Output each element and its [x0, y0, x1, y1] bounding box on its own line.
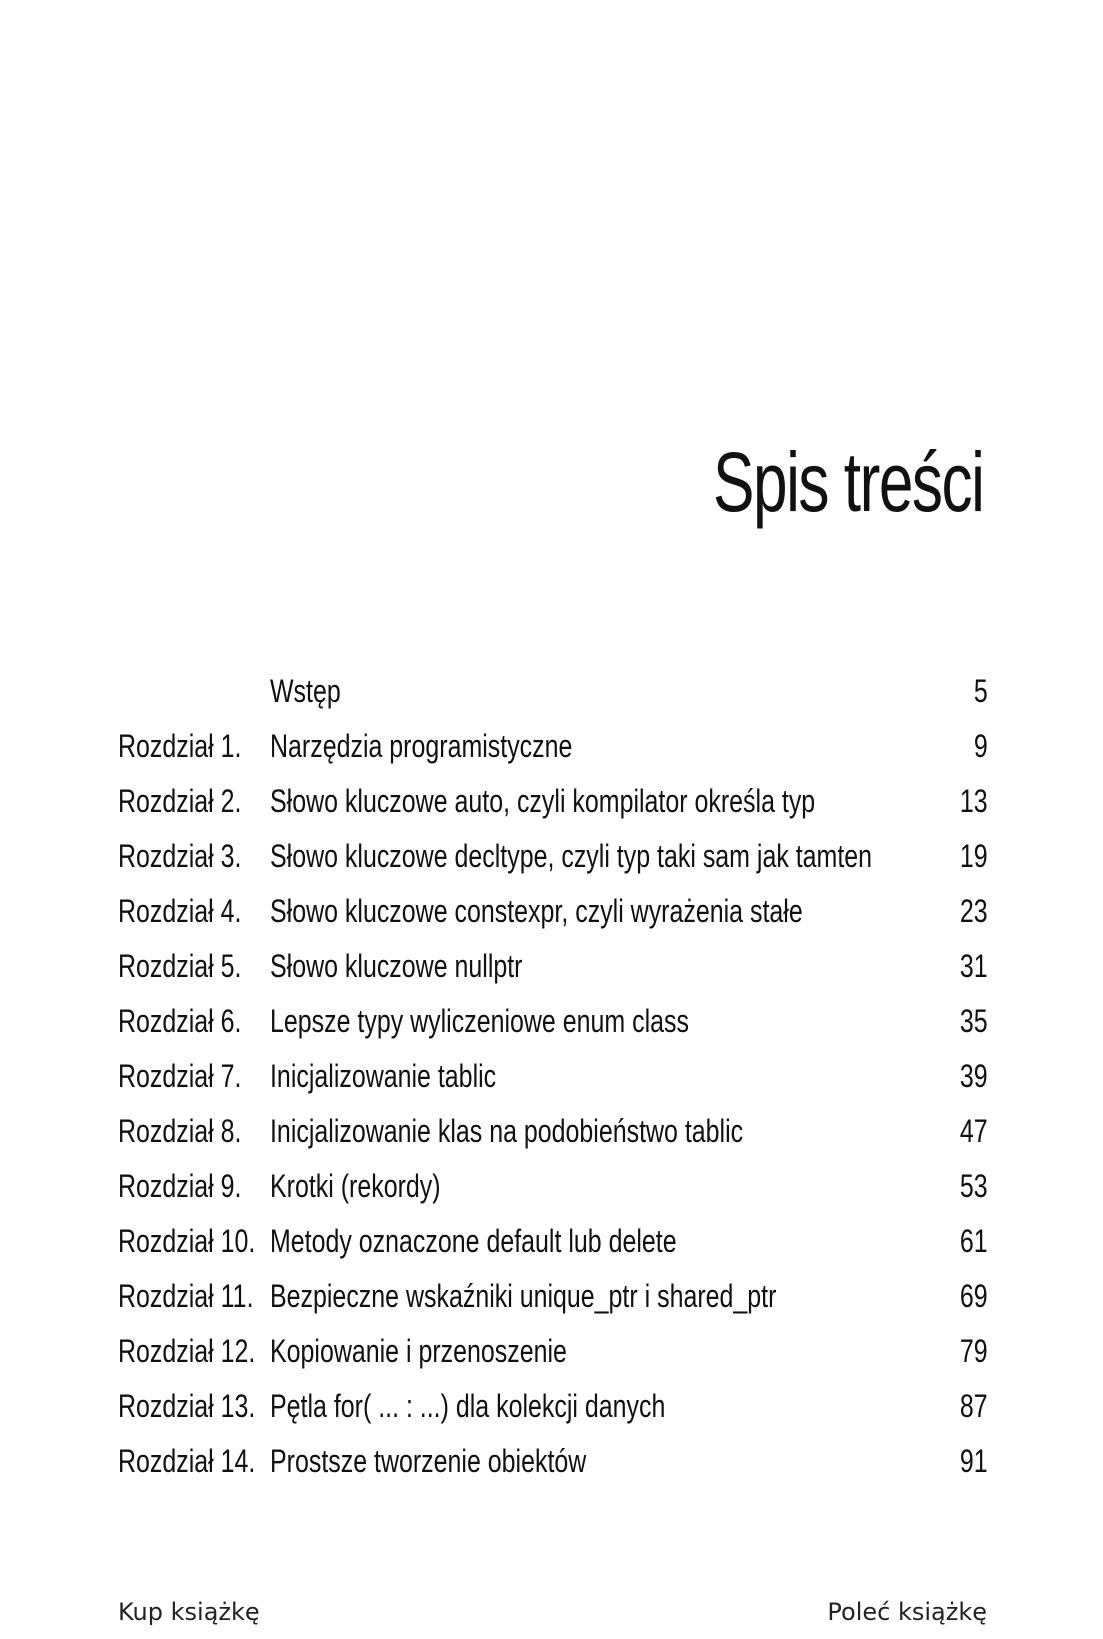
toc-chapter-label: Rozdział 7.	[118, 1058, 242, 1094]
toc-chapter-title: Pętla for( ... : ...) dla kolekcji danych	[270, 1388, 666, 1424]
toc-chapter-title: Słowo kluczowe nullptr	[270, 948, 523, 984]
toc-chapter-title: Inicjalizowanie tablic	[270, 1058, 497, 1094]
toc-chapter-label: Rozdział 11.	[118, 1278, 254, 1314]
table-of-contents	[118, 664, 988, 1489]
toc-chapter-title: Prostsze tworzenie obiektów	[270, 1443, 587, 1479]
toc-chapter-label: Rozdział 12.	[118, 1333, 256, 1369]
toc-chapter-title: Lepsze typy wyliczeniowe enum class	[270, 1003, 689, 1039]
toc-page-number: 53	[960, 1168, 988, 1204]
toc-page-number: 47	[960, 1113, 988, 1149]
toc-row	[118, 939, 988, 994]
toc-page-number: 9	[974, 728, 988, 764]
toc-page-number: 39	[960, 1058, 988, 1094]
toc-chapter-label: Rozdział 3.	[118, 838, 242, 874]
toc-page-number: 19	[960, 838, 988, 874]
page-title: Spis treści	[712, 435, 983, 529]
toc-page-number: 91	[960, 1443, 988, 1479]
toc-row	[118, 1434, 988, 1489]
toc-chapter-title: Metody oznaczone default lub delete	[270, 1223, 677, 1259]
toc-page-number: 87	[960, 1388, 988, 1424]
toc-row	[118, 774, 988, 829]
toc-chapter-label: Rozdział 13.	[118, 1388, 256, 1424]
toc-chapter-title: Wstęp	[270, 673, 341, 709]
recommend-book-link[interactable]: Poleć książkę	[827, 1598, 987, 1626]
toc-row	[118, 829, 988, 884]
toc-chapter-label: Rozdział 2.	[118, 783, 242, 819]
toc-chapter-title: Narzędzia programistyczne	[270, 728, 573, 764]
toc-row	[118, 1324, 988, 1379]
toc-page-number: 5	[974, 673, 988, 709]
toc-chapter-title: Bezpieczne wskaźniki unique_ptr i shared_ptr	[270, 1278, 777, 1314]
toc-chapter-title: Słowo kluczowe auto, czyli kompilator określa typ	[270, 783, 816, 819]
toc-chapter-label: Rozdział 1.	[118, 728, 242, 764]
toc-page-number: 79	[960, 1333, 988, 1369]
toc-page-number: 13	[960, 783, 988, 819]
toc-row	[118, 994, 988, 1049]
toc-page-number: 61	[960, 1223, 988, 1259]
toc-row	[118, 1159, 988, 1214]
buy-book-link[interactable]: Kup książkę	[118, 1598, 260, 1626]
toc-chapter-title: Inicjalizowanie klas na podobieństwo tablic	[270, 1113, 744, 1149]
toc-chapter-label: Rozdział 4.	[118, 893, 242, 929]
toc-chapter-title: Słowo kluczowe decltype, czyli typ taki sam jak tamten	[270, 838, 873, 874]
toc-row	[118, 1214, 988, 1269]
toc-chapter-label: Rozdział 8.	[118, 1113, 242, 1149]
toc-page-number: 69	[960, 1278, 988, 1314]
toc-chapter-label: Rozdział 14.	[118, 1443, 256, 1479]
toc-page-number: 23	[960, 893, 988, 929]
toc-chapter-label: Rozdział 5.	[118, 948, 242, 984]
toc-chapter-label: Rozdział 6.	[118, 1003, 242, 1039]
toc-chapter-title: Słowo kluczowe constexpr, czyli wyrażenia stałe	[270, 893, 803, 929]
toc-chapter-label: Rozdział 10.	[118, 1223, 256, 1259]
toc-chapter-label: Rozdział 9.	[118, 1168, 242, 1204]
toc-row	[118, 884, 988, 939]
toc-row	[118, 1379, 988, 1434]
toc-row	[118, 1049, 988, 1104]
toc-page-number: 35	[960, 1003, 988, 1039]
toc-row	[118, 719, 988, 774]
toc-row	[118, 664, 988, 719]
toc-row	[118, 1104, 988, 1159]
toc-page-number: 31	[960, 948, 988, 984]
toc-chapter-title: Krotki (rekordy)	[270, 1168, 441, 1204]
toc-chapter-title: Kopiowanie i przenoszenie	[270, 1333, 567, 1369]
toc-row	[118, 1269, 988, 1324]
